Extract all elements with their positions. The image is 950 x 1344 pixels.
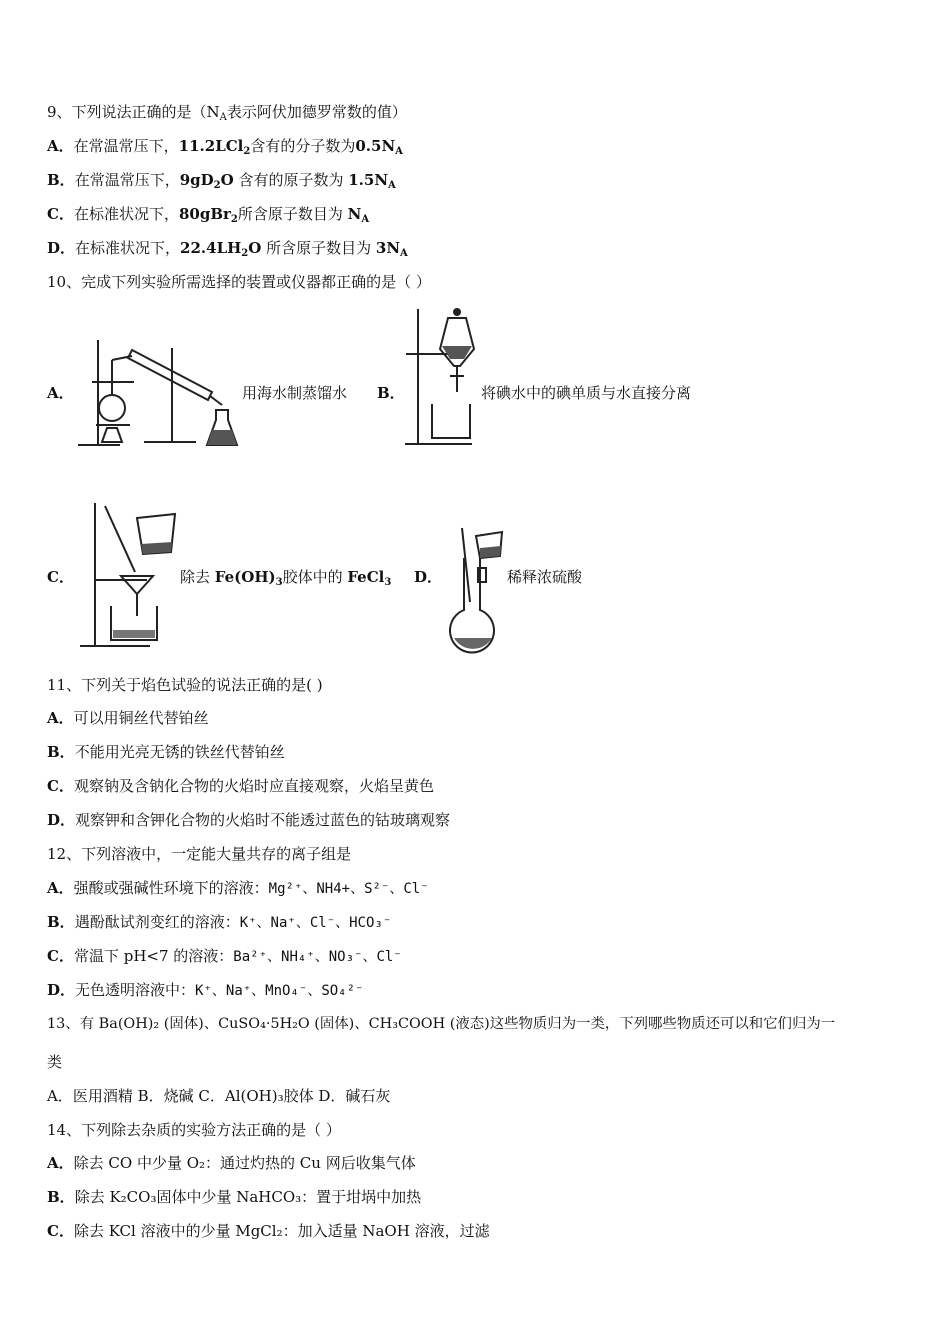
q10-option-a-label: A．: [47, 384, 74, 402]
q10-stem: 10、完成下列实验所需选择的装置或仪器都正确的是（ ）: [47, 273, 431, 291]
q14-stem: 14、下列除去杂质的实验方法正确的是（ ）: [47, 1121, 341, 1139]
q14-option-a: A．除去 CO 中少量 O₂：通过灼热的 Cu 网后收集气体: [47, 1154, 416, 1172]
q9-option-b: B．在常温常压下，$9gD_2O$ 含有的原子数为 $1.5N_A$: [47, 171, 396, 191]
q11-option-d: D．观察钾和含钾化合物的火焰时不能透过蓝色的钴玻璃观察: [47, 811, 451, 829]
separatory-funnel-icon: [402, 304, 477, 450]
q9-option-d: D．在标准状况下，$22.4LH_2O$ 所含原子数目为 $3N_A$: [47, 239, 408, 259]
q9-stem: 9、下列说法正确的是（$N_A$表示阿伏加德罗常数的值）: [47, 103, 407, 123]
filtration-apparatus-icon: [75, 498, 180, 652]
q10-option-c-label: C．: [47, 568, 74, 586]
distillation-apparatus-icon: [72, 330, 242, 452]
q9-option-c: C．在标准状况下，80gBr$_2$所含原子数目为 $N_A$: [47, 205, 370, 225]
q11-option-a: A．可以用铜丝代替铂丝: [47, 709, 209, 727]
q13-stem-line2: 类: [47, 1053, 63, 1071]
q10-option-b-text: 将碘水中的碘单质与水直接分离: [481, 384, 692, 402]
q10-option-c-text: 除去 $Fe(OH)_3$胶体中的 FeCl$_3$: [180, 568, 392, 588]
q12-option-a: A．强酸或强碱性环境下的溶液：Mg²⁺、NH4+、S²⁻、Cl⁻: [47, 879, 429, 897]
q11-option-c: C．观察钠及含钠化合物的火焰时应直接观察，火焰呈黄色: [47, 777, 434, 795]
volumetric-flask-icon: [442, 522, 506, 654]
q11-option-b: B．不能用光亮无锈的铁丝代替铂丝: [47, 743, 285, 761]
q13-options: A．医用酒精 B．烧碱 C．Al(OH)₃胶体 D．碱石灰: [47, 1087, 391, 1105]
q10-option-d-label: D．: [414, 568, 443, 586]
q10-option-d-text: 稀释浓硫酸: [507, 568, 583, 586]
q9-option-a: A．在常温常压下，11.2LCl$_2$含有的分子数为$0.5N_A$: [47, 137, 403, 157]
q12-option-d: D．无色透明溶液中：K⁺、Na⁺、MnO₄⁻、SO₄²⁻: [47, 981, 364, 999]
q14-option-b: B．除去 K₂CO₃固体中少量 NaHCO₃：置于坩埚中加热: [47, 1188, 422, 1206]
q12-option-c: C．常温下 pH<7 的溶液：Ba²⁺、NH₄⁺、NO₃⁻、Cl⁻: [47, 947, 402, 965]
q14-option-c: C．除去 KCl 溶液中的少量 MgCl₂：加入适量 NaOH 溶液，过滤: [47, 1222, 490, 1240]
q12-option-b: B．遇酚酞试剂变红的溶液：K⁺、Na⁺、Cl⁻、HCO₃⁻: [47, 913, 392, 931]
q11-stem: 11、下列关于焰色试验的说法正确的是( ): [47, 676, 323, 694]
q12-stem: 12、下列溶液中，一定能大量共存的离子组是: [47, 845, 352, 863]
q10-option-a-text: 用海水制蒸馏水: [242, 384, 348, 402]
q10-option-b-label: B．: [377, 384, 405, 402]
q13-stem-line1: 13、有 Ba(OH)₂ (固体)、CuSO₄·5H₂O (固体)、CH₃COOH (液态)这些物质归为一类，下列哪些物质还可以和它们归为一: [47, 1016, 836, 1032]
